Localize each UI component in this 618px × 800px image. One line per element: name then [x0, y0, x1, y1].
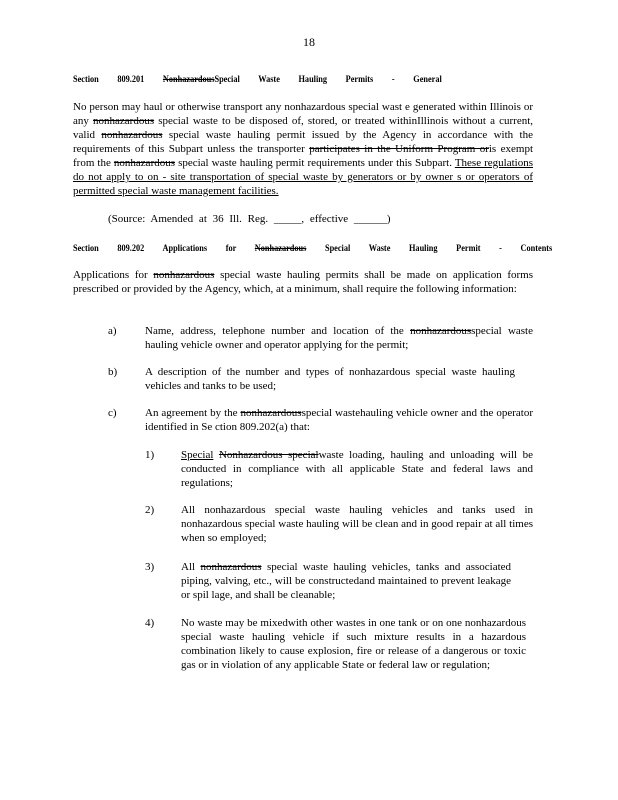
- section-title: Special Waste Hauling Permits - General: [214, 74, 442, 84]
- struck-text: nonhazardous: [101, 129, 163, 141]
- text-run: special waste hauling vehicles, tanks and associated piping, valving, etc., will be constructedand maintained to prevent leakage or spil lage, and shall be cleanable;: [181, 561, 512, 601]
- subitem-1: [181, 448, 533, 490]
- source-text: Amended at 36 Ill. Reg.: [150, 213, 269, 225]
- subitem-label-3: 3): [145, 561, 155, 573]
- text-run: special wastehauling vehicle owner and the operator identified in Se ction 809.202(a) that:: [145, 407, 534, 433]
- struck-text: participates in the Uniform Program or: [309, 143, 489, 155]
- text-run: No waste may be mixedwith other wastes in one tank or on one nonhazardous special waste hauling vehicle if such mixture results in a hazardous combination likely to cause explosion, fire or release of a dangerous or toxic gas or in violation of any applicable State or federal law or regulation;: [181, 617, 526, 671]
- section-heading-809-202: [73, 243, 553, 253]
- item-a: [145, 324, 533, 352]
- text-run: special waste hauling vehicle owner and operator applying for the permit;: [145, 325, 533, 351]
- struck-text: nonhazardous: [240, 407, 302, 419]
- struck-text: Nonhazardous: [254, 243, 307, 253]
- section-number: Section 809.202: [73, 243, 145, 253]
- section-number: Section 809.201: [73, 74, 145, 84]
- text-run: special waste to be disposed of, stored, or treated withinIllinois without a current, valid: [73, 115, 534, 141]
- blank-line: _____: [273, 213, 302, 225]
- text-run: Name, address, telephone number and location of the: [145, 325, 404, 337]
- underlined-text: These regulations do not apply to on - site transportation of special waste by generators or by owner s or operators of permitted special waste management facilities.: [73, 157, 534, 197]
- source-text: , effective: [301, 213, 349, 225]
- struck-text: Nonhazardous special: [218, 449, 319, 461]
- item-label-c: c): [108, 407, 117, 419]
- text-run: An agreement by the: [145, 407, 238, 419]
- subitem-4: [181, 616, 526, 672]
- blank-line: ______): [353, 213, 391, 225]
- section-heading-809-201: [73, 74, 496, 84]
- subitem-3: [181, 560, 511, 602]
- text-run: is exempt from the: [73, 143, 534, 169]
- text-run: No person may haul or otherwise transport any nonhazardous special wast e generated within Illinois or any: [73, 101, 533, 127]
- struck-text: Nonhazardous: [162, 74, 215, 84]
- text-run: special waste hauling permit issued by the Agency in accordance with the requirements of this Subpart unless the transporter: [73, 129, 534, 155]
- text-run: A description of the number and types of nonhazardous special waste hauling vehicles and tanks to be used;: [145, 366, 515, 392]
- paragraph-809-201: [73, 100, 533, 198]
- text-run: special waste hauling permit requirements under this Subpart.: [178, 157, 452, 169]
- source-note: [108, 212, 508, 226]
- struck-text: nonhazardous: [113, 157, 176, 169]
- paragraph-809-202: [73, 268, 533, 296]
- struck-text: nonhazardous: [153, 269, 215, 281]
- struck-text: nonhazardous: [200, 561, 262, 573]
- section-title: Special Waste Hauling Permit - Contents: [324, 243, 553, 253]
- item-label-a: a): [108, 325, 117, 337]
- subitem-label-4: 4): [145, 617, 155, 629]
- text-run: All: [181, 561, 196, 573]
- page-number: 18: [303, 35, 315, 49]
- item-b: [145, 365, 515, 393]
- text-run: All nonhazardous special waste hauling vehicles and tanks used in nonhazardous special waste hauling will be clean and in good repair at all times when so employed;: [181, 504, 533, 544]
- subitem-label-1: 1): [145, 449, 155, 461]
- section-title: Applications for: [162, 243, 237, 253]
- struck-text: nonhazardous: [410, 325, 472, 337]
- subitem-2: [181, 503, 533, 545]
- text-run: Applications for: [73, 269, 148, 281]
- text-run: waste loading, hauling and unloading will be conducted in compliance with all applicable State and federal laws and regulations;: [181, 449, 533, 489]
- subitem-label-2: 2): [145, 504, 155, 516]
- underlined-text: Special: [181, 449, 214, 461]
- text-run: special waste hauling permits shall be made on application forms prescribed or provided by the Agency, which, at a minimum, shall require the following information:: [73, 269, 534, 295]
- item-c: [145, 406, 533, 434]
- item-label-b: b): [108, 366, 118, 378]
- source-label: (Source:: [108, 213, 146, 225]
- struck-text: nonhazardous: [93, 115, 155, 127]
